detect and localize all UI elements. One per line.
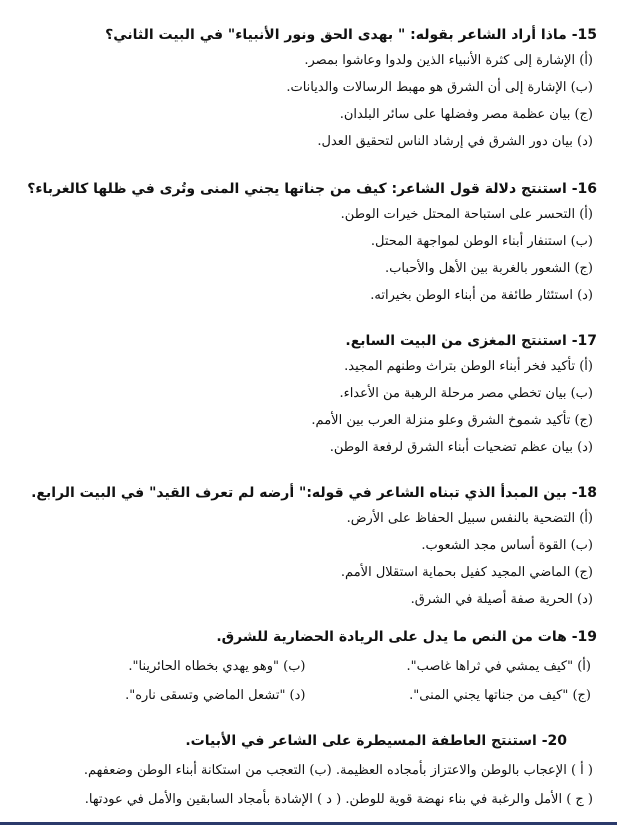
option-d[interactable]: (د) استئثار طائفة من أبناء الوطن بخيراته. [370, 288, 593, 303]
question-title [20, 484, 597, 502]
question-number: 18- [571, 485, 597, 501]
question-title [20, 332, 597, 350]
option-a[interactable]: (أ) الإشارة إلى كثرة الأنبياء الذين ولدوا وعاشوا بمصر. [304, 53, 593, 68]
options-grid [20, 658, 591, 704]
option-b[interactable]: (ب) الإشارة إلى أن الشرق هو مهبط الرسالات والديانات. [286, 80, 593, 95]
question-text: بين المبدأ الذي تبناه الشاعر في قوله:" أرضه لم تعرف القيد" في البيت الرابع. [31, 485, 567, 501]
option-d[interactable]: (د) "تشعل الماضي وتسقى ناره". [125, 688, 306, 703]
option-c[interactable]: (ج) "كيف من جناتها يجني المنى". [409, 688, 591, 703]
question-title [20, 628, 597, 646]
question-number: 16- [571, 181, 597, 197]
question-15 [20, 26, 597, 160]
option-d[interactable]: (د) الحرية صفة أصيلة في الشرق. [410, 592, 593, 607]
question-number: 20- [541, 733, 567, 749]
option-d[interactable]: ( د ) الإشادة بأمجاد السابقين والأمل في عودتها. [84, 792, 342, 807]
option-a[interactable]: (أ) تأكيد فخر أبناء الوطن بتراث وطنهم المجيد. [344, 359, 593, 374]
options-row [20, 762, 593, 779]
question-17 [20, 332, 597, 466]
option-b[interactable]: (ب) التعجب من استكانة أبناء الوطن وضعفهم. [83, 763, 332, 778]
option-c[interactable]: (ج) بيان عظمة مصر وفضلها على سائر البلدان. [339, 107, 593, 122]
option-d[interactable]: (د) بيان دور الشرق في إرشاد الناس لتحقيق العدل. [317, 134, 593, 149]
question-number: 15- [571, 27, 597, 43]
option-a[interactable]: (أ) التضحية بالنفس سبيل الحفاظ على الأرض. [346, 511, 593, 526]
question-title [20, 732, 567, 750]
question-number: 19- [571, 629, 597, 645]
option-a[interactable]: (أ) "كيف يمشي في ثراها غاصب". [406, 659, 591, 674]
option-a[interactable]: ( أ ) الإعجاب بالوطن والاعتزاز بأمجاده العظيمة. [335, 763, 593, 778]
options-row [20, 791, 593, 808]
option-c[interactable]: (ج) تأكيد شموخ الشرق وعلو منزلة العرب بين الأمم. [311, 413, 593, 428]
option-b[interactable]: (ب) القوة أساس مجد الشعوب. [421, 538, 593, 553]
option-c[interactable]: (ج) الشعور بالغربة بين الأهل والأحباب. [385, 261, 593, 276]
option-c[interactable]: (ج) الماضي المجيد كفيل بحماية استقلال الأمم. [340, 565, 593, 580]
question-20 [20, 732, 597, 820]
question-number: 17- [571, 333, 597, 349]
question-18 [20, 484, 597, 618]
question-text: هات من النص ما يدل على الريادة الحضارية للشرق. [216, 629, 567, 645]
question-text: استنتج العاطفة المسيطرة على الشاعر في الأبيات. [185, 733, 537, 749]
question-title [20, 180, 597, 198]
question-19 [20, 628, 597, 704]
option-b[interactable]: (ب) "وهو يهدي بخطاه الحائرينا". [128, 659, 306, 674]
question-text: استنتج المغزى من البيت السابع. [345, 333, 567, 349]
option-b[interactable]: (ب) استنفار أبناء الوطن لمواجهة المحتل. [370, 234, 593, 249]
question-16 [20, 180, 597, 314]
question-text: استنتج دلالة قول الشاعر: كيف من جناتها يجني المنى وتُرى في ظلها كالغرباء؟ [27, 181, 567, 197]
question-text: ماذا أراد الشاعر بقوله: " بهدى الحق ونور الأنبياء" في البيت الثاني؟ [105, 27, 567, 43]
option-d[interactable]: (د) بيان عظم تضحيات أبناء الشرق لرفعة الوطن. [329, 440, 593, 455]
option-c[interactable]: ( ج ) الأمل والرغبة في بناء نهضة قوية للوطن. [345, 792, 593, 807]
option-b[interactable]: (ب) بيان تخطي مصر مرحلة الرهبة من الأعداء. [339, 386, 593, 401]
question-title [20, 26, 597, 44]
option-a[interactable]: (أ) التحسر على استباحة المحتل خيرات الوطن. [340, 207, 593, 222]
footer-divider [0, 822, 617, 825]
